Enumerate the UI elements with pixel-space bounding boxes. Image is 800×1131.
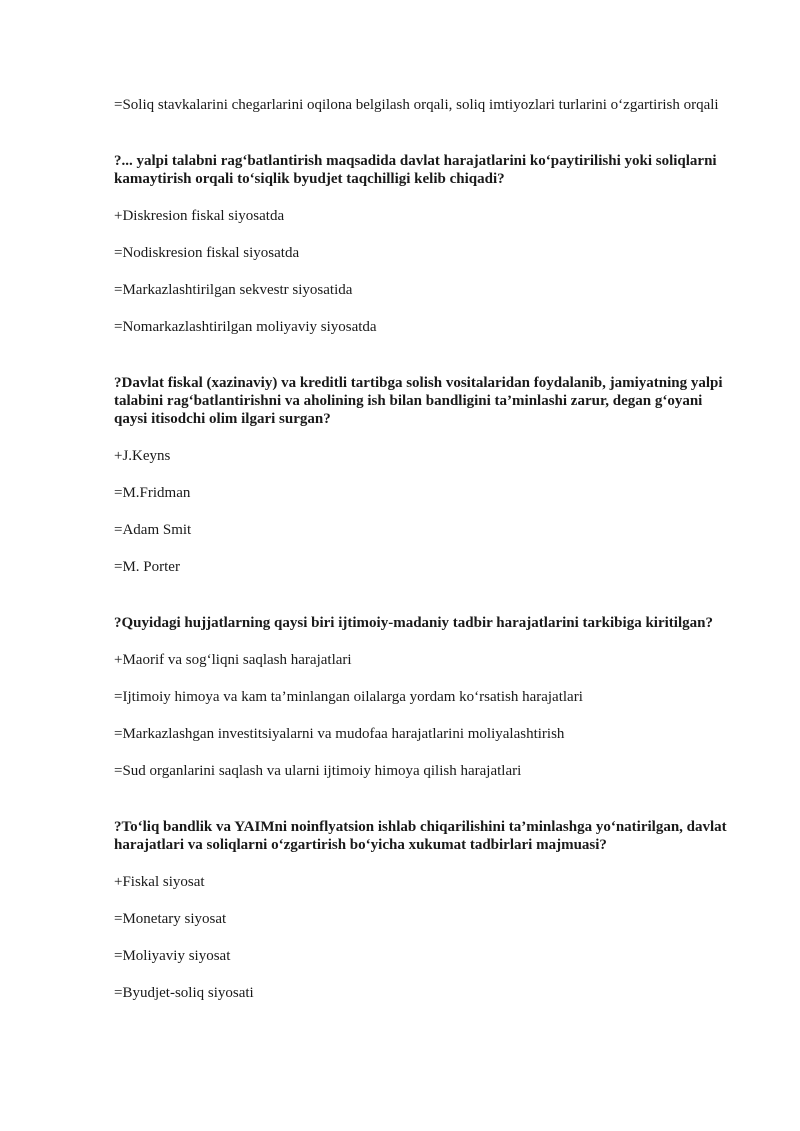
question-text: ?... yalpi talabni rag‘batlantirish maqsadida davlat harajatlarini ko‘paytirilishi yoki soliqlarni kamaytirish orqali to‘siqlik byudjet taqchilligi kelib chiqadi? bbox=[114, 153, 717, 187]
answer-option: =Byudjet-soliq siyosati bbox=[114, 985, 254, 1001]
answer-option: +Fiskal siyosat bbox=[114, 874, 205, 890]
question-text: ?To‘liq bandlik va YAIMni noinflyatsion ishlab chiqarilishini ta’minlashga yo‘natirilgan, davlat harajatlari va soliqlarni o‘zgartirish bo‘yicha xukumat tadbirlari majmuasi? bbox=[114, 819, 727, 853]
answer-option: =Ijtimoiy himoya va kam ta’minlangan oilalarga yordam ko‘rsatish harajatlari bbox=[114, 689, 583, 705]
answer-option: =M.Fridman bbox=[114, 485, 191, 501]
answer-option: =M. Porter bbox=[114, 559, 180, 575]
question-text: ?Davlat fiskal (xazinaviy) va kreditli tartibga solish vositalaridan foydalanib, jamiyatning yalpi talabini rag‘batlantirishni va aholining ish bilan bandligini ta’minlashi zarur, degan g‘oyani qaysi itisodchi olim ilgari surgan? bbox=[114, 375, 723, 427]
question-block-3 bbox=[114, 614, 734, 780]
answer-option: =Adam Smit bbox=[114, 522, 192, 538]
intro-answer: =Soliq stavkalarini chegarlarini oqilona belgilash orqali, soliq imtiyozlari turlarini o‘zgartirish orqali bbox=[114, 97, 719, 113]
answer-option: =Sud organlarini saqlash va ularni ijtimoiy himoya qilish harajatlari bbox=[114, 763, 522, 779]
answer-option: +J.Keyns bbox=[114, 448, 171, 464]
answer-option: =Monetary siyosat bbox=[114, 911, 227, 927]
answer-option: =Markazlashtirilgan sekvestr siyosatida bbox=[114, 282, 353, 298]
document-page bbox=[114, 96, 734, 1002]
answer-option: =Markazlashgan investitsiyalarni va mudofaa harajatlarini moliyalashtirish bbox=[114, 726, 565, 742]
answer-option: =Moliyaviy siyosat bbox=[114, 948, 231, 964]
question-block-2 bbox=[114, 374, 734, 576]
question-block-4 bbox=[114, 818, 734, 1002]
answer-option: =Nodiskresion fiskal siyosatda bbox=[114, 245, 300, 261]
answer-option: +Maorif va sog‘liqni saqlash harajatlari bbox=[114, 652, 352, 668]
answer-option: +Diskresion fiskal siyosatda bbox=[114, 208, 285, 224]
answer-option: =Nomarkazlashtirilgan moliyaviy siyosatda bbox=[114, 319, 377, 335]
question-text: ?Quyidagi hujjatlarning qaysi biri ijtimoiy-madaniy tadbir harajatlarini tarkibiga kiritilgan? bbox=[114, 615, 713, 631]
question-block-1 bbox=[114, 152, 734, 336]
